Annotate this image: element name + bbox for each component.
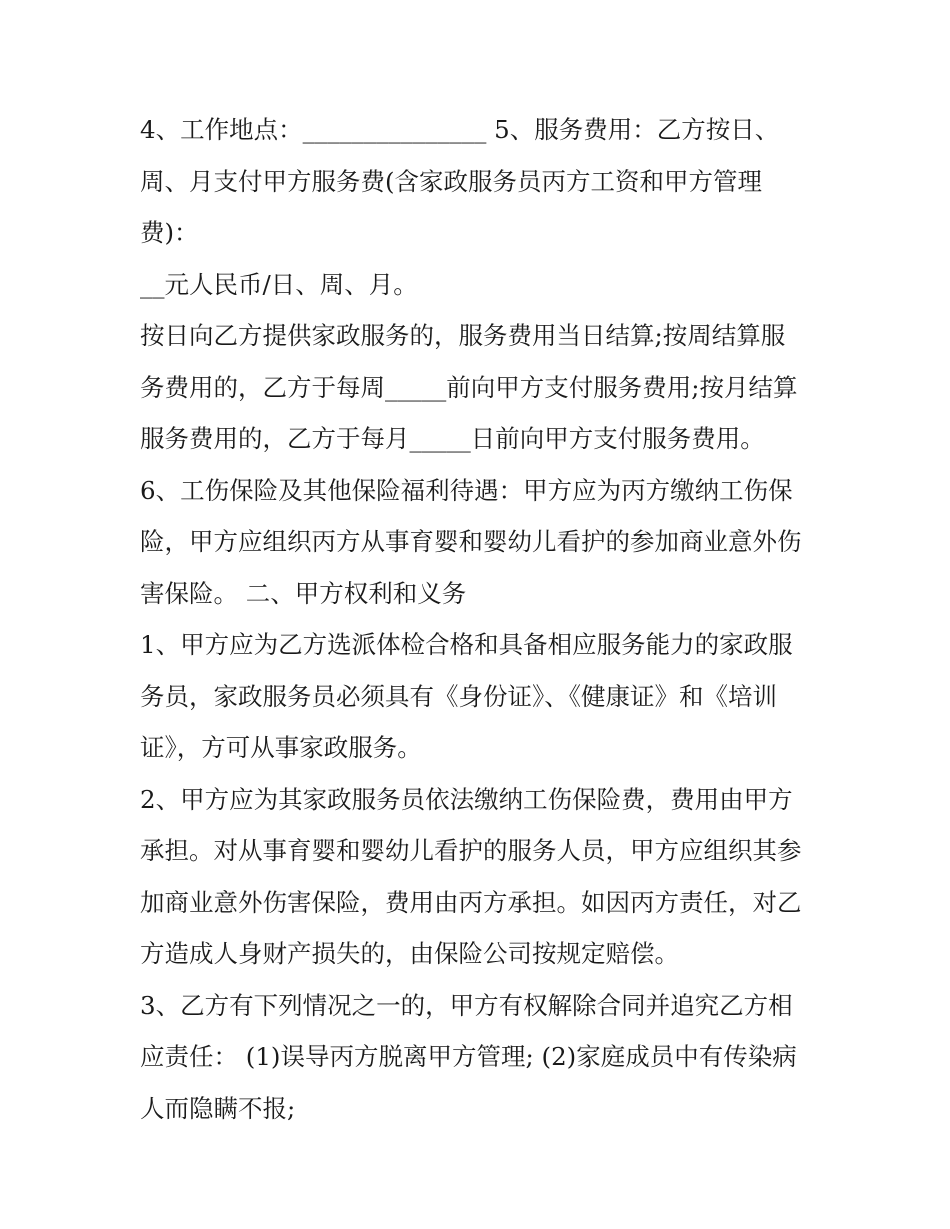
text-line: 务员，家政服务员必须具有《身份证》、《健康证》和《培训 xyxy=(140,681,777,711)
text-line: 服务费用的，乙方于每月_____日前向甲方支付服务费用。 xyxy=(140,424,765,453)
text-line: 务费用的，乙方于每周_____前向甲方支付服务费用;按月结算 xyxy=(140,372,798,402)
text-line: 应责任： (1)误导丙方脱离甲方管理; (2)家庭成员中有传染病 xyxy=(140,1042,797,1071)
text-line: 2、甲方应为其家政服务员依法缴纳工伤保险费，费用由甲方 xyxy=(140,784,793,814)
text-line: 6、工伤保险及其他保险福利待遇：甲方应为丙方缴纳工伤保 xyxy=(140,475,793,505)
text-line: __元人民币/日、周、月。 xyxy=(140,269,418,299)
text-line: 方造成人身财产损失的，由保险公司按规定赔偿。 xyxy=(140,939,679,968)
text-line: 周、月支付甲方服务费(含家政服务员丙方工资和甲方管理 xyxy=(140,166,763,196)
text-line: 按日向乙方提供家政服务的，服务费用当日结算;按周结算服 xyxy=(140,321,786,350)
text-line: 3、乙方有下列情况之一的，甲方有权解除合同并追究乙方相 xyxy=(140,990,793,1020)
contract-text xyxy=(140,104,830,1134)
text-line: 证》，方可从事家政服务。 xyxy=(140,733,422,762)
text-line: 1、甲方应为乙方选派体检合格和具备相应服务能力的家政服 xyxy=(140,630,793,659)
text-line: 费)： xyxy=(140,218,199,247)
text-line: 4、工作地点：_______________ 5、服务费用：乙方按日、 xyxy=(140,115,780,144)
text-line: 害保险。 二、甲方权利和义务 xyxy=(140,578,467,608)
text-line: 加商业意外伤害保险，费用由丙方承担。如因丙方责任，对乙 xyxy=(140,887,802,917)
text-line: 人而隐瞒不报; xyxy=(140,1093,296,1123)
text-line: 险，甲方应组织丙方从事育婴和婴幼儿看护的参加商业意外伤 xyxy=(140,527,802,556)
text-line: 承担。对从事育婴和婴幼儿看护的服务人员，甲方应组织其参 xyxy=(140,836,802,865)
